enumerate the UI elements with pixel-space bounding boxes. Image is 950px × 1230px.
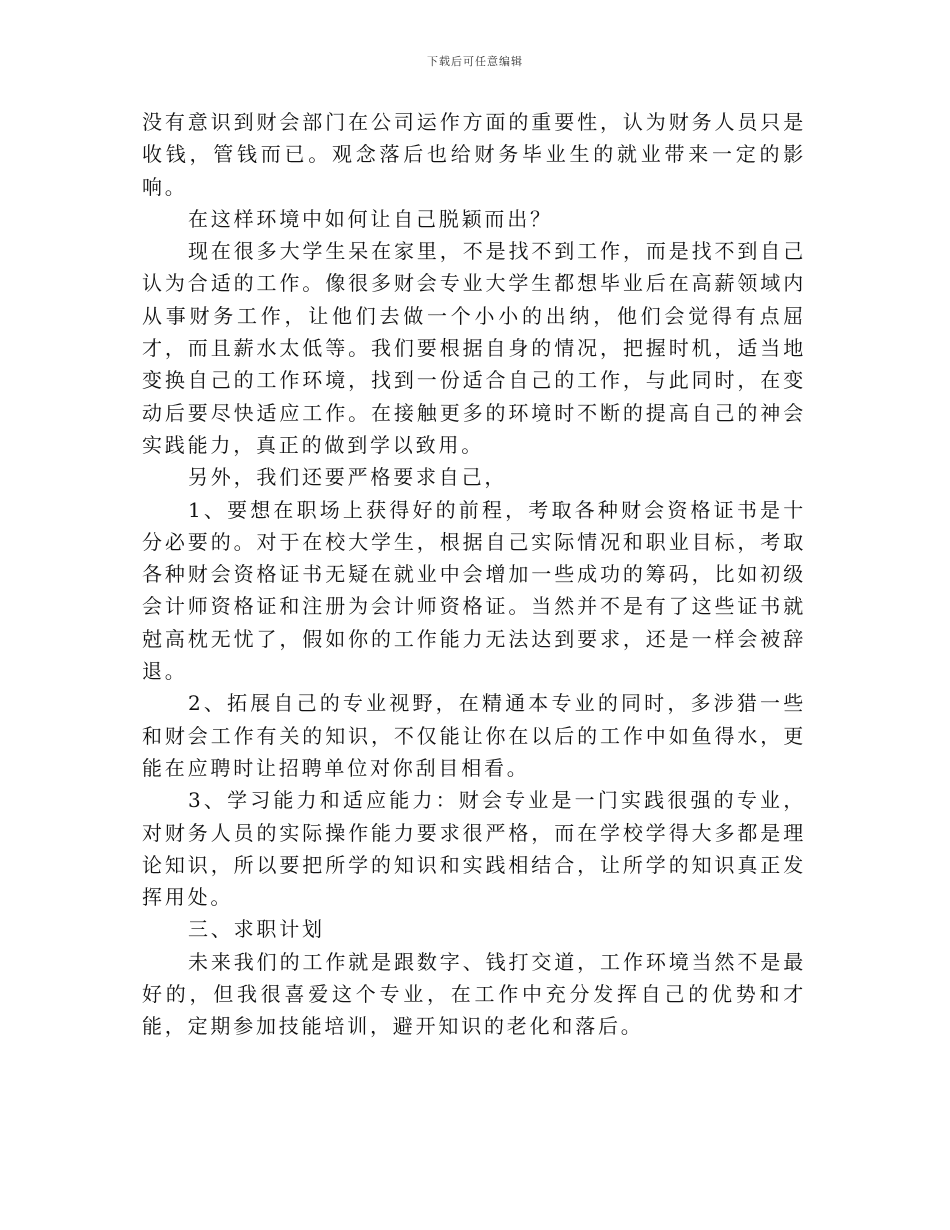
paragraph: 现在很多大学生呆在家里，不是找不到工作，而是找不到自己认为合适的工作。像很多财会专业大学生都想毕业后在高薪领域内从事财务工作，让他们去做一个小小的出纳，他们会觉得有点屈才，而且薪水太低等。我们要根据自身的情况，把握时机，适当地变换自己的工作环境，找到一份适合自己的工作，与此同时，在变动后要尽快适应工作。在接触更多的环境时不断的提高自己的神会实践能力，真正的做到学以致用。	[142, 239, 806, 457]
paragraph: 3、学习能力和适应能力：财会专业是一门实践很强的专业，对财务人员的实际操作能力要求很严格，而在学校学得大多都是理论知识，所以要把所学的知识和实践相结合，让所学的知识真正发挥用处。	[142, 788, 806, 910]
paragraph: 1、要想在职场上获得好的前程，考取各种财会资格证书是十分必要的。对于在校大学生，根据自己实际情况和职业目标，考取各种财会资格证书无疑在就业中会增加一些成功的筹码，比如初级会计师资格证和注册为会计师资格证。当然并不是有了这些证书就尅高枕无忧了，假如你的工作能力无法达到要求，还是一样会被辞退。	[142, 497, 806, 684]
paragraph: 2、拓展自己的专业视野，在精通本专业的同时，多涉猎一些和财会工作有关的知识，不仅能让你在以后的工作中如鱼得水，更能在应聘时让招聘单位对你刮目相看。	[142, 691, 806, 780]
paragraph: 在这样环境中如何让自己脱颖而出？	[188, 206, 553, 231]
section-heading: 三、求职计划	[188, 917, 325, 942]
paragraph: 另外，我们还要严格要求自己，	[188, 465, 508, 490]
page-header-note: 下载后可任意编辑	[427, 55, 523, 68]
document-body	[142, 106, 806, 1043]
paragraph: 未来我们的工作就是跟数字、钱打交道，工作环境当然不是最好的，但我很喜爱这个专业，在工作中充分发挥自己的优势和才能，定期参加技能培训，避开知识的老化和落后。	[142, 949, 806, 1039]
paragraph: 没有意识到财会部门在公司运作方面的重要性，认为财务人员只是收钱，管钱而已。观念落后也给财务毕业生的就业带来一定的影响。	[142, 110, 806, 199]
